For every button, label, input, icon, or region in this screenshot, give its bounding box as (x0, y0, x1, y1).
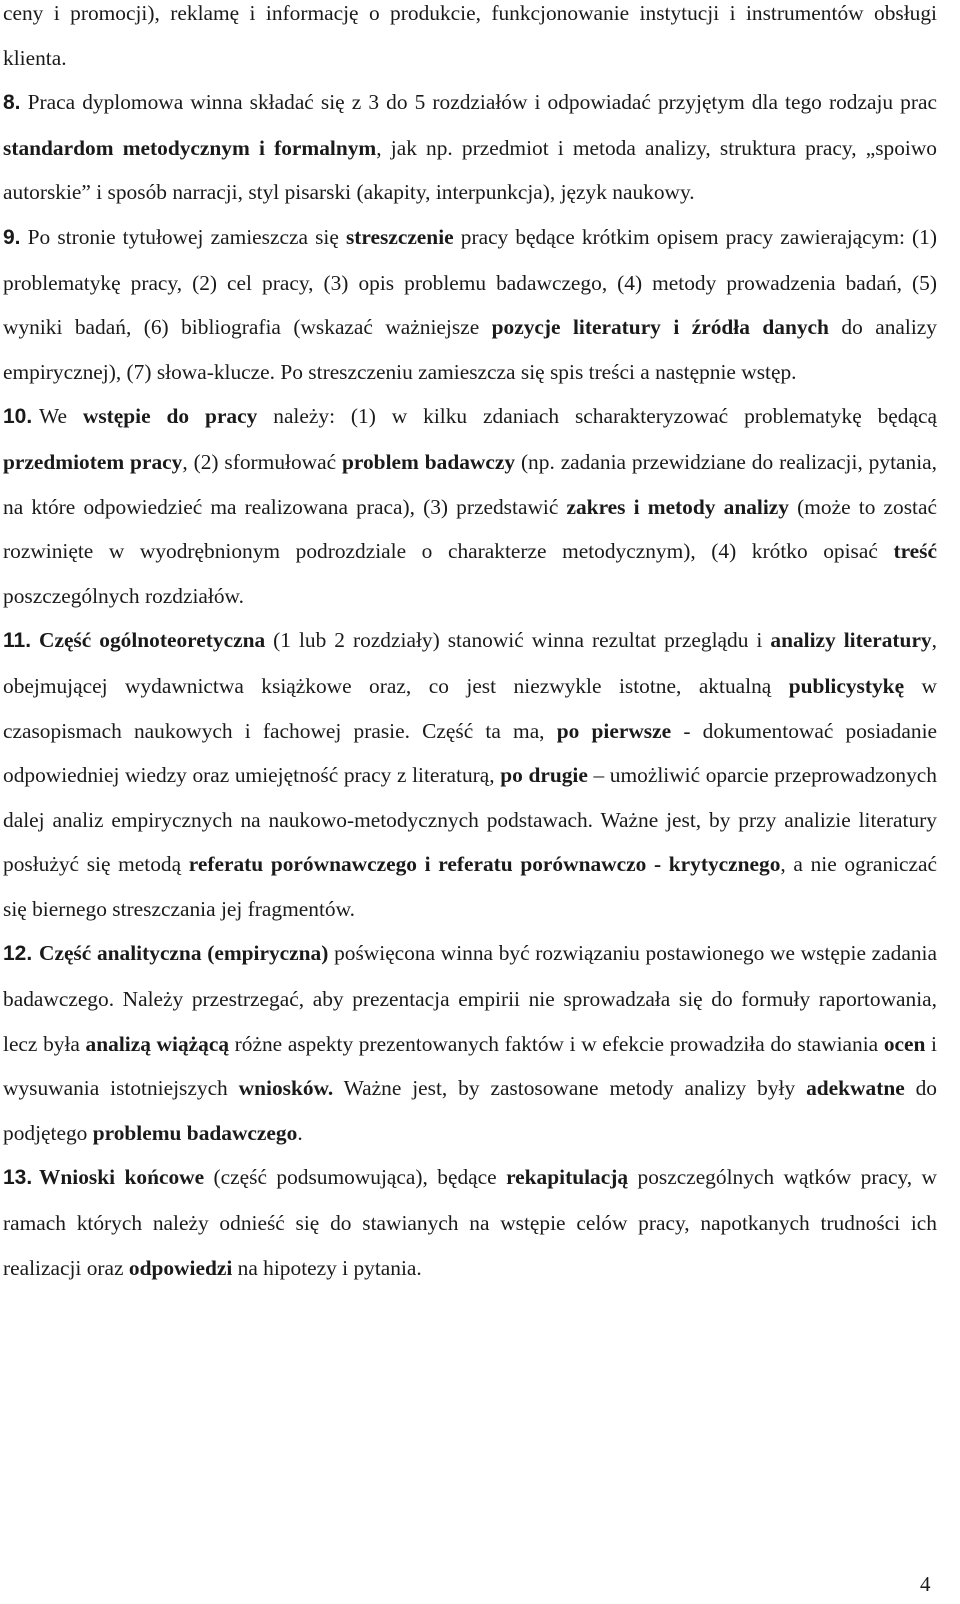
item-number: 8. (3, 91, 21, 115)
text-run: ceny i promocji), reklamę i informację o produkcie, funkcjonowanie instytucji i instrumentów obsługi klienta. (3, 1, 937, 70)
text-run: należy: (1) w kilku zdaniach scharakteryzować problematykę będącą (257, 404, 937, 429)
bold-text-run: rekapitulacją (506, 1165, 629, 1190)
item-number: 9. (3, 225, 21, 249)
bold-text-run: przedmiotem pracy (3, 449, 183, 474)
text-run: Praca dyplomowa winna składać się z 3 do 5 rozdziałów i odpowiadać przyjętym dla tego rodzaju prac (27, 90, 937, 115)
text-run: We (39, 404, 83, 429)
paragraph-item-9 (3, 215, 937, 394)
bold-text-run: wstępie do pracy (82, 404, 258, 429)
paragraph-item-11 (3, 618, 937, 931)
text-run: poszczególnych rozdziałów. (3, 583, 244, 608)
bold-text-run: publicystykę (788, 673, 905, 698)
paragraph-item-10 (3, 394, 937, 618)
bold-text-run: Część ogólnoteoretyczna (39, 628, 266, 653)
bold-text-run: analizą wiążącą (85, 1031, 230, 1056)
item-number: 11. (3, 629, 32, 653)
text-run: na hipotezy i pytania. (232, 1255, 422, 1280)
text-run: . (297, 1120, 303, 1145)
text-run: poszczególnych wątków pracy, w ramach których należy odnieść się do stawianych na wstępie celów pracy, napotkanych trudności ich realizacji oraz (3, 1165, 937, 1280)
text-run: w czasopismach naukowych i fachowej prasie. Część ta ma, (3, 673, 938, 743)
text-run: - dokumentować posiadanie odpowiedniej wiedzy oraz umiejętność pracy z literaturą, (3, 718, 938, 788)
text-run: do podjętego (3, 1076, 938, 1145)
text-run: Po stronie tytułowej zamieszcza się (27, 224, 346, 249)
text-run: poświęcona winna być rozwiązaniu postawionego we wstępie zadania badawczego. Należy przestrzegać, aby prezentacja empirii nie sprowadzała się do formuły raportowania, lecz była (3, 941, 937, 1056)
paragraph-continuation (3, 0, 937, 80)
bold-text-run: referatu porównawczego i referatu porównawczo - krytycznego (188, 852, 781, 877)
bold-text-run: adekwatne (806, 1076, 905, 1101)
text-run: , (2) sformułować (182, 449, 342, 474)
item-number: 13. (3, 1166, 33, 1190)
text-run: , obejmującej wydawnictwa książkowe oraz, co jest niezwykle istotne, aktualną (3, 628, 937, 698)
bold-text-run: pozycje literatury i źródła danych (491, 315, 829, 340)
bold-text-run: streszczenie (345, 224, 454, 249)
paragraph-item-12 (3, 931, 937, 1155)
text-run: i wysuwania istotniejszych (3, 1031, 937, 1101)
text-run: Ważne jest, by zastosowane metody analizy były (333, 1076, 807, 1101)
text-run: (np. zadania przewidziane do realizacji, pytania, na które odpowiedzieć ma realizowana praca), (3) przedstawić (3, 449, 937, 519)
item-number: 10. (3, 405, 33, 429)
text-run: (może to zostać rozwinięte w wyodrębnionym podrozdziale o charakterze metodycznym), (4) krótko opisać (3, 494, 937, 564)
bold-text-run: zakres i metody analizy (566, 494, 789, 519)
paragraph-item-8 (3, 80, 937, 215)
page-number: 4 (920, 1572, 931, 1596)
paragraph-item-13 (3, 1155, 937, 1290)
text-run: do analizy empirycznej), (7) słowa-klucze. Po streszczeniu zamieszcza się spis treści a następnie wstęp. (3, 315, 937, 384)
bold-text-run: ocen (883, 1031, 926, 1056)
bold-text-run: odpowiedzi (128, 1255, 233, 1280)
bold-text-run: po pierwsze (556, 718, 672, 743)
bold-text-run: treść (893, 539, 937, 564)
text-run: (1 lub 2 rozdziały) stanowić winna rezultat przeglądu i (265, 628, 771, 653)
bold-text-run: analizy literatury (770, 628, 932, 653)
bold-text-run: Część analityczna (empiryczna) (39, 941, 329, 966)
bold-text-run: wniosków. (238, 1076, 334, 1101)
text-run: różne aspekty prezentowanych faktów i w efekcie prowadziła do stawiania (229, 1031, 884, 1056)
text-run: , jak np. przedmiot i metoda analizy, struktura pracy, „spoiwo autorskie” i sposób narracji, styl pisarski (akapity, interpunkcja), język naukowy. (3, 135, 937, 205)
bold-text-run: po drugie (500, 763, 588, 788)
bold-text-run: standardom metodycznym i formalnym (3, 135, 377, 160)
bold-text-run: Wnioski końcowe (39, 1165, 205, 1190)
item-number: 12. (3, 942, 33, 966)
text-run: pracy będące krótkim opisem pracy zawierającym: (1) problematykę pracy, (2) cel pracy, (3) opis problemu badawczego, (4) metody prowadzenia badań, (5) wyniki badań, (6) bibliografia (wskazać ważniejsze (3, 224, 937, 340)
bold-text-run: problem badawczy (341, 449, 516, 474)
text-run: , a nie ograniczać się biernego streszczania jej fragmentów. (3, 852, 938, 921)
text-run: – umożliwić oparcie przeprowadzonych dalej analiz empirycznych na naukowo-metodycznych podstawach. Ważne jest, by przy analizie literatury posłużyć się metodą (3, 763, 937, 877)
document-body (3, 0, 937, 1290)
text-run: (część podsumowująca), będące (204, 1165, 507, 1190)
bold-text-run: problemu badawczego (92, 1120, 298, 1145)
